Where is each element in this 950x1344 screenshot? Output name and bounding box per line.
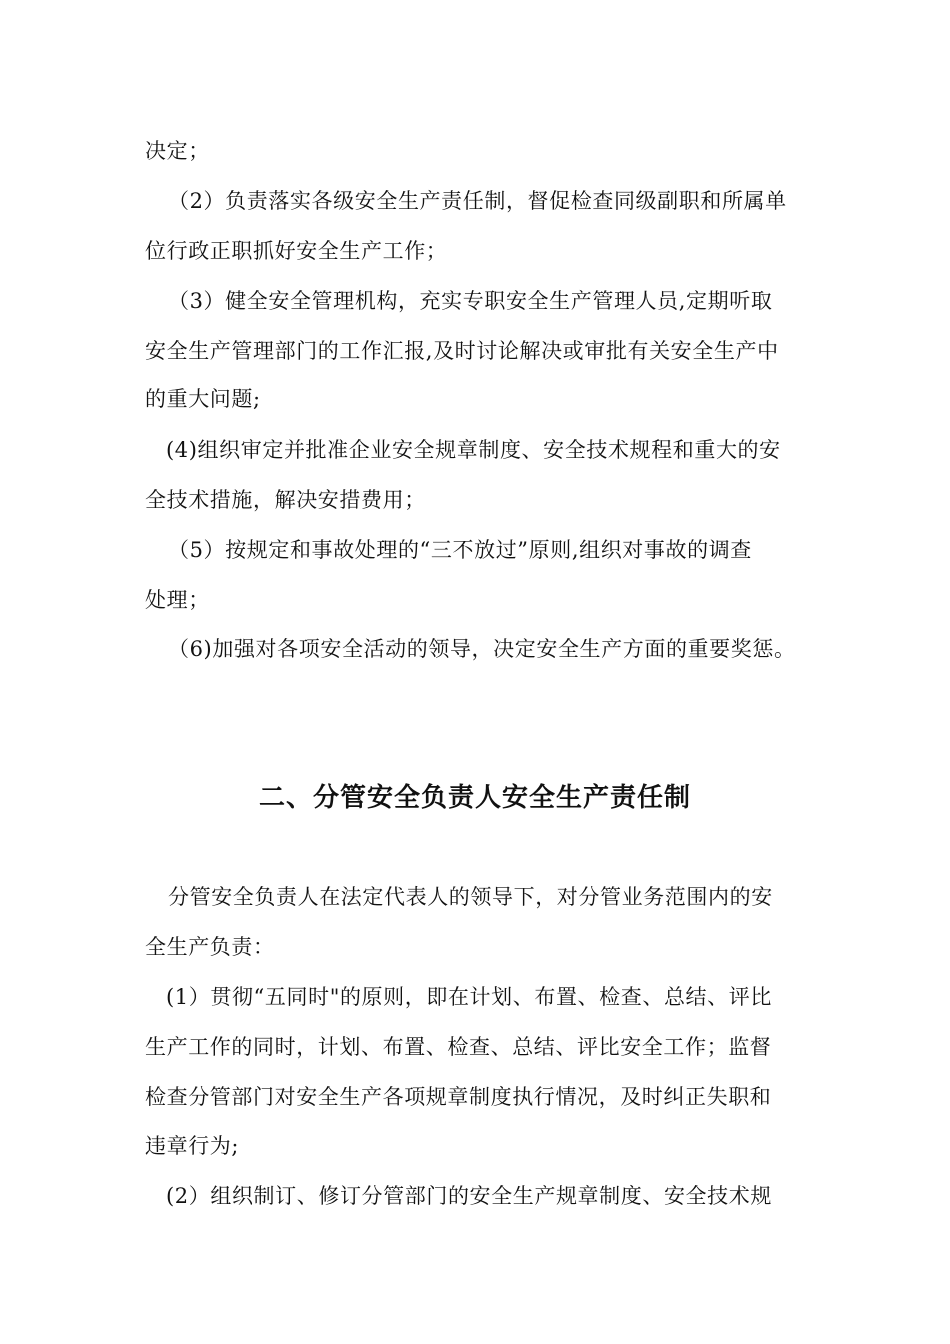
paragraph-line: （5）按规定和事故处理的“三不放过”原则,组织对事故的调查 bbox=[168, 538, 752, 562]
paragraph-line: 决定； bbox=[145, 139, 210, 163]
paragraph-line: 全生产负责： bbox=[145, 935, 275, 959]
paragraph-line: (1）贯彻“五同时"的原则，即在计划、布置、检查、总结、评比 bbox=[166, 985, 772, 1009]
paragraph-line: （2）负责落实各级安全生产责任制，督促检查同级副职和所属单 bbox=[168, 189, 787, 213]
paragraph-line: （6)加强对各项安全活动的领导，决定安全生产方面的重要奖惩。 bbox=[168, 637, 796, 661]
paragraph-line: 的重大问题; bbox=[145, 387, 261, 411]
paragraph-line: (2）组织制订、修订分管部门的安全生产规章制度、安全技术规 bbox=[166, 1184, 772, 1208]
paragraph-line: 生产工作的同时，计划、布置、检查、总结、评比安全工作；监督 bbox=[145, 1035, 772, 1059]
paragraph-line: 分管安全负责人在法定代表人的领导下，对分管业务范围内的安 bbox=[168, 885, 773, 909]
paragraph-line: 处理； bbox=[145, 588, 210, 612]
paragraph-line: 安全生产管理部门的工作汇报,及时讨论解决或审批有关安全生产中 bbox=[145, 339, 779, 363]
paragraph-line: （3）健全安全管理机构，充实专职安全生产管理人员,定期听取 bbox=[168, 289, 773, 313]
paragraph-line: 违章行为; bbox=[145, 1134, 240, 1158]
paragraph-line: 检查分管部门对安全生产各项规章制度执行情况，及时纠正失职和 bbox=[145, 1085, 772, 1109]
paragraph-line: 全技术措施，解决安措费用； bbox=[145, 488, 426, 512]
paragraph-line: (4)组织审定并批准企业安全规章制度、安全技术规程和重大的安 bbox=[166, 438, 781, 462]
paragraph-line: 位行政正职抓好安全生产工作； bbox=[145, 239, 448, 263]
section-heading: 二、分管安全负责人安全生产责任制 bbox=[258, 783, 691, 813]
